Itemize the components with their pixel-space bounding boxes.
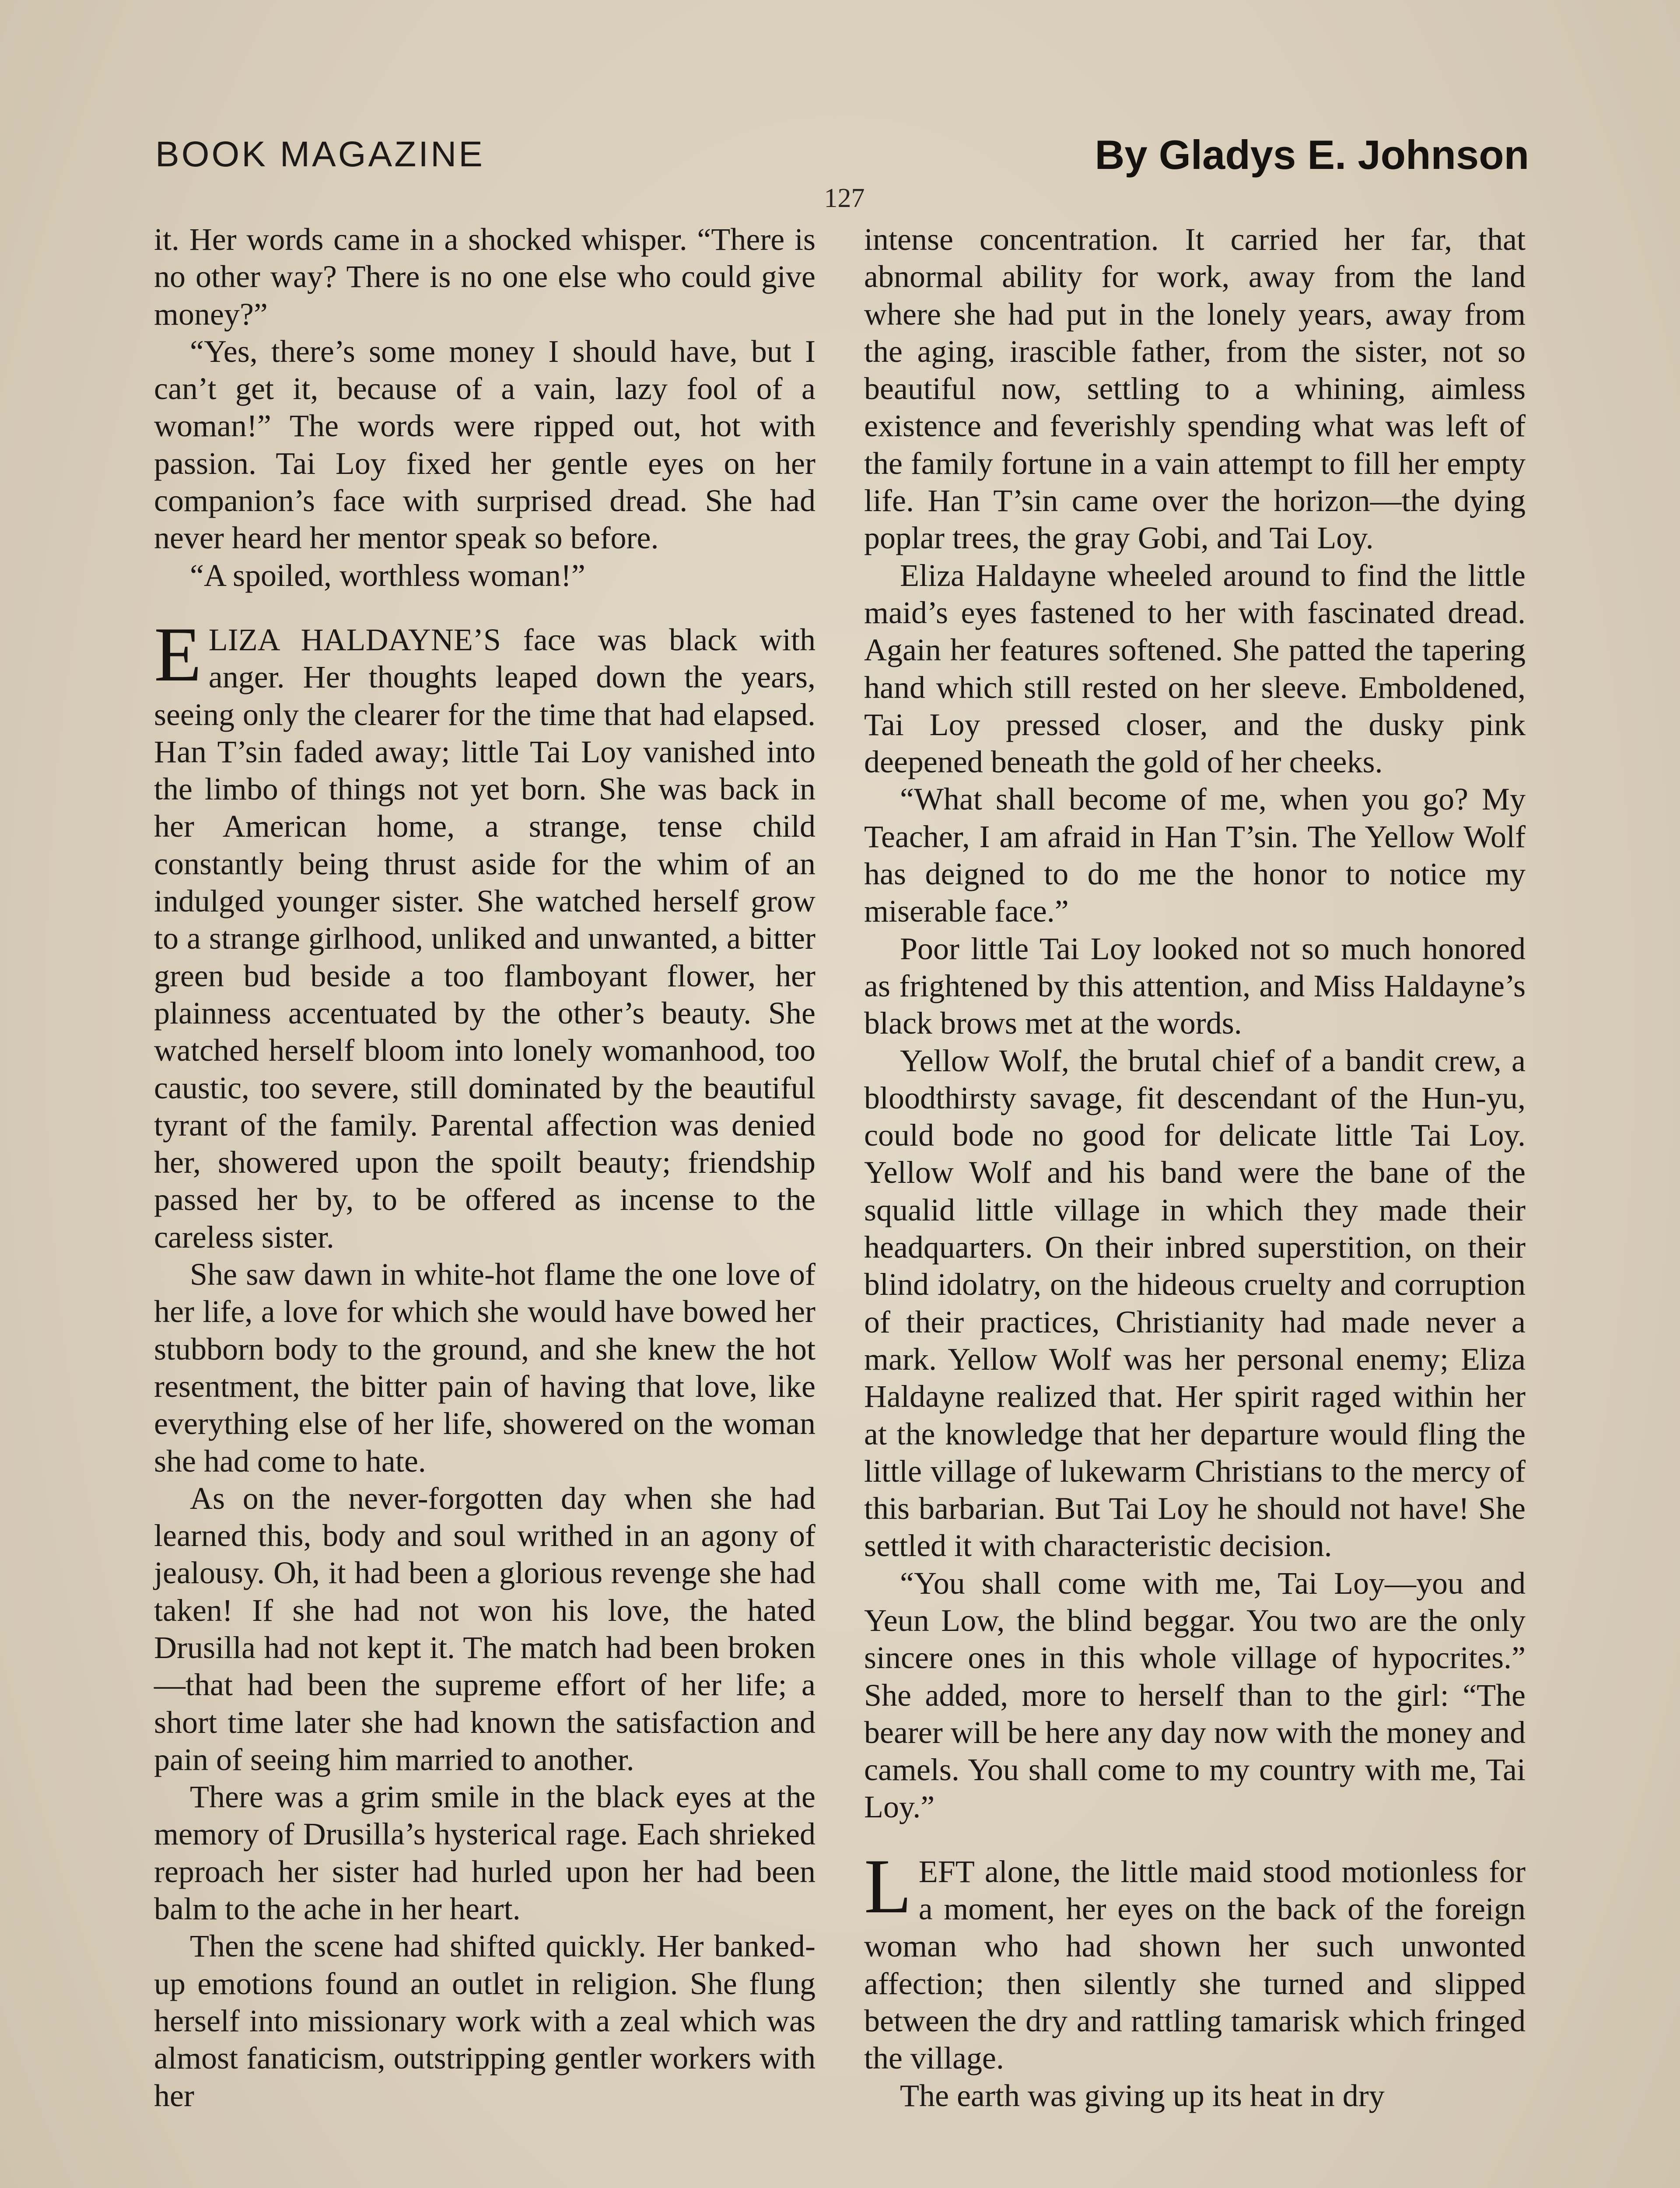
paragraph: “Yes, there’s some money I should have, but I can’t get it, because of a vain, lazy fool of a woman!” The words were ripped out, hot with passion. Tai Loy fixed her gentle eyes on her companion’s face with surprised dread. She had never heard her mentor speak so before. bbox=[154, 333, 816, 556]
paragraph: She saw dawn in white-hot flame the one love of her life, a love for which she would have bowed her stubborn body to the ground, and she knew the hot resentment, the bitter pain of having that love, like everything else of her life, showered on the woman she had come to hate. bbox=[154, 1257, 816, 1479]
left-column bbox=[154, 221, 816, 2114]
paragraph: “You shall come with me, Tai Loy—you and Yeun Low, the blind beggar. You two are the only sincere ones in this whole village of hypocrites.” She added, more to herself than to the girl: “The bearer will be here any day now with the money and camels. You shall come to my country with me, Tai Loy.” bbox=[864, 1565, 1526, 1825]
running-header bbox=[155, 128, 1529, 185]
paragraph: Yellow Wolf, the brutal chief of a bandit crew, a bloodthirsty savage, fit descendant of the Hun-yu, could bode no good for delicate little Tai Loy. Yellow Wolf and his band were the bane of the squalid little village in which they made their headquarters. On their inbred superstition, on their blind idolatry, on the hideous cruelty and corruption of their practices, Christianity had made never a mark. Yellow Wolf was her personal enemy; Eliza Haldayne realized that. Her spirit raged within her at the knowledge that her departure would fling the little village of lukewarm Christians to the mercy of this barbarian. But Tai Loy he should not have! She settled it with characteristic decision. bbox=[864, 1043, 1526, 1564]
paragraph-dropcap bbox=[864, 1842, 1526, 2077]
drop-cap: L bbox=[864, 1842, 912, 1929]
author-byline: By Gladys E. Johnson bbox=[1095, 132, 1529, 178]
paragraph: Eliza Haldayne wheeled around to find the little maid’s eyes fastened to her with fascinated dread. Again her features softened. She patted the tapering hand which still rested on her sleeve. Emboldened, Tai Loy pressed closer, and the dusky pink deepened beneath the gold of her cheeks. bbox=[864, 558, 1526, 780]
right-column bbox=[864, 221, 1526, 2114]
paragraph: “What shall become of me, when you go? My Teacher, I am afraid in Han T’sin. The Yellow Wolf has deigned to do me the honor to notice my miserable face.” bbox=[864, 782, 1526, 929]
paragraph: it. Her words came in a shocked whisper. “There is no other way? There is no one else who could give money?” bbox=[154, 222, 816, 332]
magazine-title: BOOK MAGAZINE bbox=[155, 134, 485, 174]
drop-cap: E bbox=[154, 610, 202, 698]
paragraph-text: LIZA HALDAYNE’S face was black with anger. Her thoughts leaped down the years, seeing only the clearer for the time that had elapsed. Han T’sin faded away; little Tai Loy vanished into the limbo of things not yet born. She was back in her American home, a strange, tense child constantly being thrust aside for the whim of an indulged younger sister. She watched herself grow to a strange girlhood, unliked and unwanted, a bitter green bud beside a too flamboyant flower, her plainness accentuated by the other’s beauty. She watched herself bloom into lonely womanhood, too caustic, too severe, still dominated by the beautiful tyrant of the family. Parental affection was denied her, showered upon the spoilt beauty; friendship passed her by, to be offered as incense to the careless sister. bbox=[154, 622, 816, 1255]
paragraph-dropcap bbox=[154, 610, 816, 1256]
paragraph: Poor little Tai Loy looked not so much honored as frightened by this attention, and Miss Haldayne’s black brows met at the words. bbox=[864, 931, 1526, 1041]
paragraph: “A spoiled, worthless woman!” bbox=[190, 558, 585, 593]
paragraph: Then the scene had shifted quickly. Her banked-up emotions found an outlet in religion. She flung herself into missionary work with a zeal which was almost fanaticism, outstripping gentler workers with her bbox=[154, 1929, 816, 2113]
paragraph-text: EFT alone, the little maid stood motionless for a moment, her eyes on the back of the foreign woman who had shown her such unwonted affection; then silently she turned and slipped between the dry and rattling tamarisk which fringed the village. bbox=[864, 1854, 1526, 2076]
paragraph: As on the never-forgotten day when she had learned this, body and soul writhed in an agony of jealousy. Oh, it had been a glorious revenge she had taken! If she had not won his love, the hated Drusilla had not kept it. The match had been broken—that had been the supreme effort of her life; a short time later she had known the satisfaction and pain of seeing him married to another. bbox=[154, 1480, 816, 1777]
paragraph: The earth was giving up its heat in dry bbox=[900, 2078, 1385, 2113]
paragraph: There was a grim smile in the black eyes at the memory of Drusilla’s hysterical rage. Each shrieked reproach her sister had hurled upon her had been balm to the ache in her heart. bbox=[154, 1779, 816, 1927]
paragraph: intense concentration. It carried her far, that abnormal ability for work, away from the land where she had put in the lonely years, away from the aging, irascible father, from the sister, not so beautiful now, settling to a whining, aimless existence and feverishly spending what was left of the family fortune in a vain attempt to fill her empty life. Han T’sin came over the horizon—the dying poplar trees, the gray Gobi, and Tai Loy. bbox=[864, 222, 1526, 556]
page-number: 127 bbox=[824, 183, 865, 213]
